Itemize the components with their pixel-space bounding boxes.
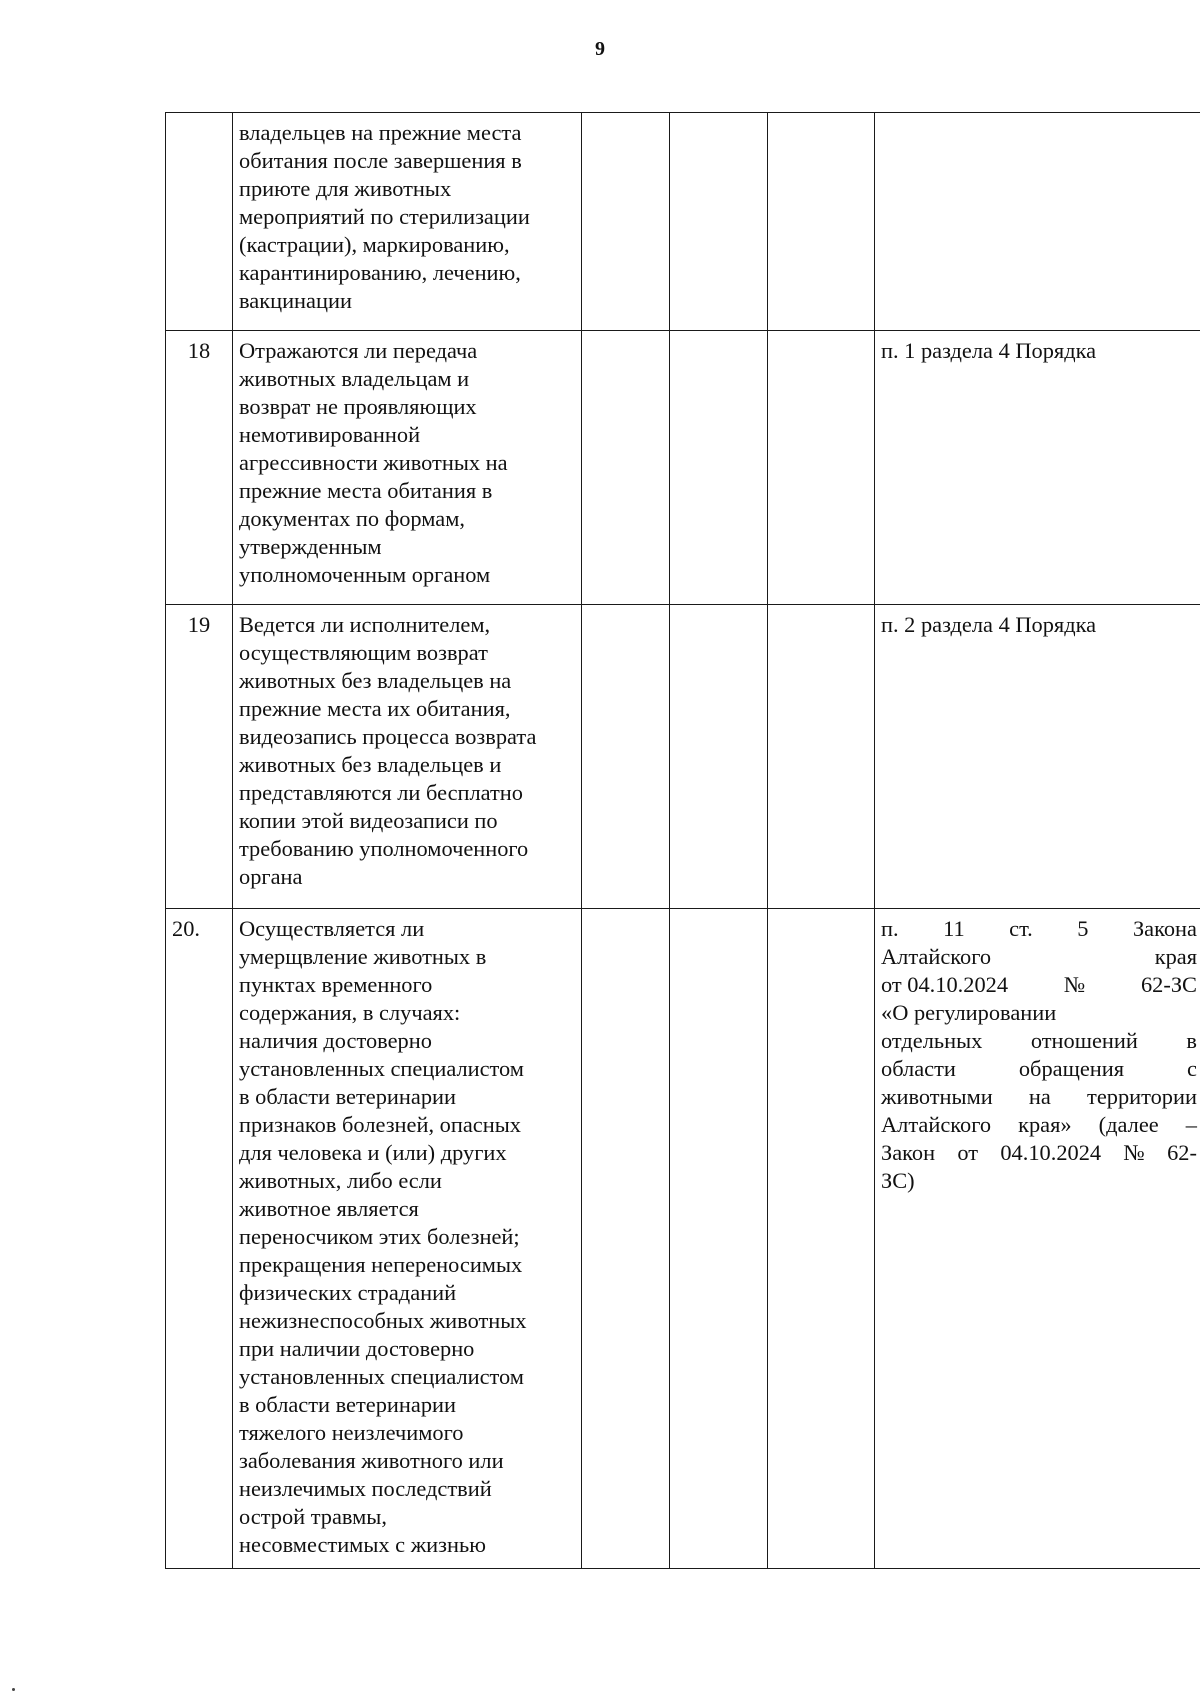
row-number: 18 bbox=[187, 338, 211, 363]
answer-na-cell bbox=[768, 113, 875, 331]
question-line: животных, либо если bbox=[239, 1168, 442, 1193]
reference-word: 04.10.2024 bbox=[1000, 1140, 1102, 1165]
table-row bbox=[166, 331, 1200, 605]
question-line: заболевания животного или bbox=[239, 1448, 504, 1473]
question-line: Отражаются ли передача bbox=[239, 338, 478, 363]
question-line: несовместимых с жизнью bbox=[239, 1532, 486, 1557]
reference-word: Закон bbox=[881, 1140, 936, 1165]
answer-no-cell bbox=[670, 605, 768, 909]
reference-word: области bbox=[881, 1056, 956, 1081]
reference-cell bbox=[875, 113, 1200, 331]
question-line: Ведется ли исполнителем, bbox=[239, 612, 491, 637]
reference-word: Алтайского bbox=[881, 944, 992, 969]
row-number-cell bbox=[166, 909, 233, 1569]
question-line: утвержденным bbox=[239, 534, 382, 559]
reference-line bbox=[881, 1167, 1197, 1195]
reference-line bbox=[881, 971, 1197, 999]
question-line: уполномоченным органом bbox=[239, 562, 491, 587]
reference-line bbox=[881, 943, 1197, 971]
reference-word: (далее bbox=[1098, 1112, 1159, 1137]
question-line: установленных специалистом bbox=[239, 1056, 524, 1081]
question-line: агрессивности животных на bbox=[239, 450, 508, 475]
reference-word: обращения bbox=[1018, 1056, 1125, 1081]
answer-yes-cell bbox=[582, 331, 670, 605]
reference-text: п. 1 раздела 4 Порядка bbox=[881, 338, 1097, 363]
reference-line bbox=[881, 915, 1197, 943]
answer-no-cell bbox=[670, 331, 768, 605]
reference-word: края bbox=[1154, 944, 1197, 969]
reference-word: 62-ЗС bbox=[1140, 972, 1197, 997]
reference-word: от 04.10.2024 bbox=[881, 972, 1009, 997]
question-line: владельцев на прежние места bbox=[239, 120, 522, 145]
reference-word: с bbox=[1187, 1056, 1197, 1081]
question-line: при наличии достоверно bbox=[239, 1336, 475, 1361]
reference-cell bbox=[875, 909, 1200, 1569]
question-line: (кастрации), маркированию, bbox=[239, 232, 510, 257]
reference-word: на bbox=[1028, 1084, 1051, 1109]
answer-yes-cell bbox=[582, 113, 670, 331]
reference-word: п. bbox=[881, 916, 899, 941]
question-line: приюте для животных bbox=[239, 176, 452, 201]
reference-word: «О регулировании bbox=[881, 1000, 1057, 1025]
reference-word: в bbox=[1186, 1028, 1197, 1053]
reference-line bbox=[881, 1111, 1197, 1139]
question-line: копии этой видеозаписи по bbox=[239, 808, 498, 833]
scan-speck bbox=[12, 1688, 15, 1691]
question-line: острой травмы, bbox=[239, 1504, 387, 1529]
reference-word: – bbox=[1185, 1112, 1197, 1137]
reference-line bbox=[881, 999, 1197, 1027]
reference-cell bbox=[875, 605, 1200, 909]
reference-cell bbox=[875, 331, 1200, 605]
question-cell bbox=[233, 331, 582, 605]
reference-text: п. 2 раздела 4 Порядка bbox=[881, 612, 1097, 637]
question-line: в области ветеринарии bbox=[239, 1084, 456, 1109]
reference-word: территории bbox=[1087, 1084, 1197, 1109]
question-line: неизлечимых последствий bbox=[239, 1476, 492, 1501]
question-line: карантинированию, лечению, bbox=[239, 260, 521, 285]
question-cell bbox=[233, 605, 582, 909]
question-line: обитания после завершения в bbox=[239, 148, 522, 173]
reference-word: животными bbox=[881, 1084, 993, 1109]
question-line: содержания, в случаях: bbox=[239, 1000, 461, 1025]
answer-yes-cell bbox=[582, 909, 670, 1569]
question-line: признаков болезней, опасных bbox=[239, 1112, 521, 1137]
answer-na-cell bbox=[768, 331, 875, 605]
reference-word: ст. bbox=[1009, 916, 1033, 941]
table-row bbox=[166, 605, 1200, 909]
question-line: прежние места обитания в bbox=[239, 478, 493, 503]
reference-word: Алтайского bbox=[881, 1112, 992, 1137]
question-line: немотивированной bbox=[239, 422, 421, 447]
question-line: Осуществляется ли bbox=[239, 916, 425, 941]
question-line: животное является bbox=[239, 1196, 419, 1221]
question-line: вакцинации bbox=[239, 288, 352, 313]
answer-no-cell bbox=[670, 909, 768, 1569]
page-number: 9 bbox=[595, 38, 605, 60]
row-number-cell bbox=[166, 331, 233, 605]
reference-word: ЗС) bbox=[881, 1168, 915, 1193]
answer-yes-cell bbox=[582, 605, 670, 909]
question-line: физических страданий bbox=[239, 1280, 457, 1305]
answer-na-cell bbox=[768, 909, 875, 1569]
question-line: в области ветеринарии bbox=[239, 1392, 456, 1417]
reference-word: края» bbox=[1018, 1112, 1072, 1137]
question-line: тяжелого неизлечимого bbox=[239, 1420, 464, 1445]
question-line: пунктах временного bbox=[239, 972, 433, 997]
reference-line bbox=[881, 1055, 1197, 1083]
row-number-cell bbox=[166, 113, 233, 331]
reference-line bbox=[881, 1027, 1197, 1055]
question-line: нежизнеспособных животных bbox=[239, 1308, 527, 1333]
reference-word: 62- bbox=[1167, 1140, 1197, 1165]
reference-line bbox=[881, 1083, 1197, 1111]
reference-word: отношений bbox=[1030, 1028, 1138, 1053]
question-line: возврат не проявляющих bbox=[239, 394, 477, 419]
question-line: видеозапись процесса возврата bbox=[239, 724, 537, 749]
question-line: для человека и (или) других bbox=[239, 1140, 507, 1165]
checklist-table bbox=[165, 112, 1200, 1569]
question-line: животных владельцам и bbox=[239, 366, 470, 391]
question-line: мероприятий по стерилизации bbox=[239, 204, 530, 229]
question-line: осуществляющим возврат bbox=[239, 640, 488, 665]
reference-word: № bbox=[1123, 1140, 1145, 1165]
question-cell bbox=[233, 909, 582, 1569]
row-number: 20. bbox=[172, 916, 200, 941]
reference-line bbox=[881, 1139, 1197, 1167]
question-line: установленных специалистом bbox=[239, 1364, 524, 1389]
question-line: требованию уполномоченного bbox=[239, 836, 529, 861]
question-line: представляются ли бесплатно bbox=[239, 780, 523, 805]
row-number: 19 bbox=[187, 612, 211, 637]
table-row bbox=[166, 909, 1200, 1569]
question-line: животных без владельцев и bbox=[239, 752, 502, 777]
question-line: прекращения непереносимых bbox=[239, 1252, 523, 1277]
question-cell bbox=[233, 113, 582, 331]
question-line: наличия достоверно bbox=[239, 1028, 432, 1053]
question-line: умерщвление животных в bbox=[239, 944, 487, 969]
reference-word: от bbox=[957, 1140, 979, 1165]
answer-no-cell bbox=[670, 113, 768, 331]
row-number-cell bbox=[166, 605, 233, 909]
reference-word: № bbox=[1063, 972, 1086, 997]
reference-word: Закона bbox=[1132, 916, 1197, 941]
question-line: документах по формам, bbox=[239, 506, 465, 531]
answer-na-cell bbox=[768, 605, 875, 909]
reference-word: 11 bbox=[943, 916, 965, 941]
question-line: прежние места их обитания, bbox=[239, 696, 511, 721]
question-line: животных без владельцев на bbox=[239, 668, 512, 693]
question-line: органа bbox=[239, 864, 303, 889]
question-line: переносчиком этих болезней; bbox=[239, 1224, 520, 1249]
reference-word: отдельных bbox=[881, 1028, 983, 1053]
reference-word: 5 bbox=[1077, 916, 1089, 941]
table-row bbox=[166, 113, 1200, 331]
